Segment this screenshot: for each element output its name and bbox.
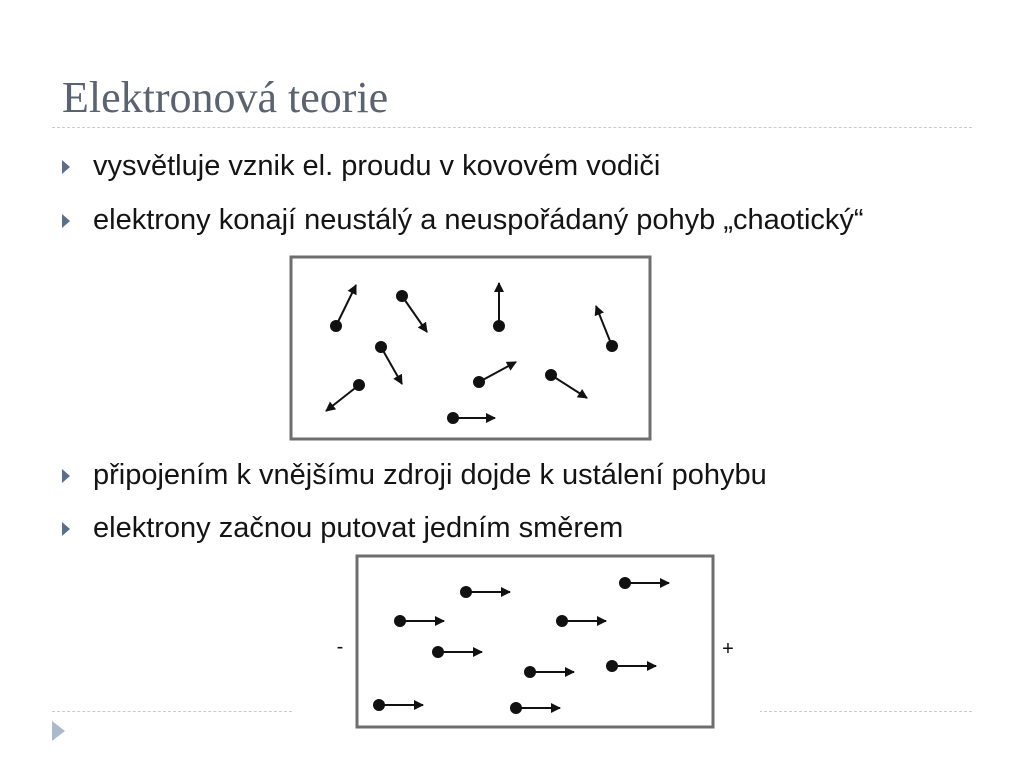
directed-electron-diagram [320, 548, 760, 738]
conductor-box [291, 257, 650, 439]
electron-with-arrow [326, 379, 365, 411]
bullet-triangle-icon [62, 214, 70, 228]
electron-with-arrow [473, 362, 516, 388]
footer-divider [754, 711, 972, 712]
slide-title: Elektronová teorie [62, 73, 389, 122]
footer-divider [52, 711, 292, 712]
bullet-triangle-icon [62, 469, 70, 483]
bullet-item [62, 510, 942, 547]
bullet-item [62, 457, 942, 494]
electron-with-arrow [396, 290, 427, 332]
electron-with-arrow [375, 341, 402, 384]
electron-with-arrow [596, 306, 618, 352]
bullet-item [62, 148, 942, 185]
footer-triangle-icon [52, 721, 65, 741]
electron-with-arrow [330, 285, 356, 332]
electron-with-arrow [447, 412, 495, 424]
minus-terminal-label: - [336, 636, 344, 658]
title-divider [52, 127, 972, 128]
electron-with-arrow [545, 369, 587, 398]
electron-with-arrow [493, 283, 505, 332]
plus-terminal-label: + [722, 638, 734, 660]
bullet-triangle-icon [62, 522, 70, 536]
bullet-triangle-icon [62, 160, 70, 174]
bullet-item [62, 202, 882, 239]
bullet-text: elektrony začnou putovat jedním směrem [93, 512, 624, 544]
bullet-text: elektrony konají neustálý a neuspořádaný pohyb „chaotický“ [93, 204, 864, 236]
chaotic-electron-diagram [280, 248, 660, 448]
bullet-text: vysvětluje vznik el. proudu v kovovém vodiči [93, 150, 661, 182]
bullet-text: připojením k vnějšímu zdroji dojde k ustálení pohybu [93, 459, 767, 491]
